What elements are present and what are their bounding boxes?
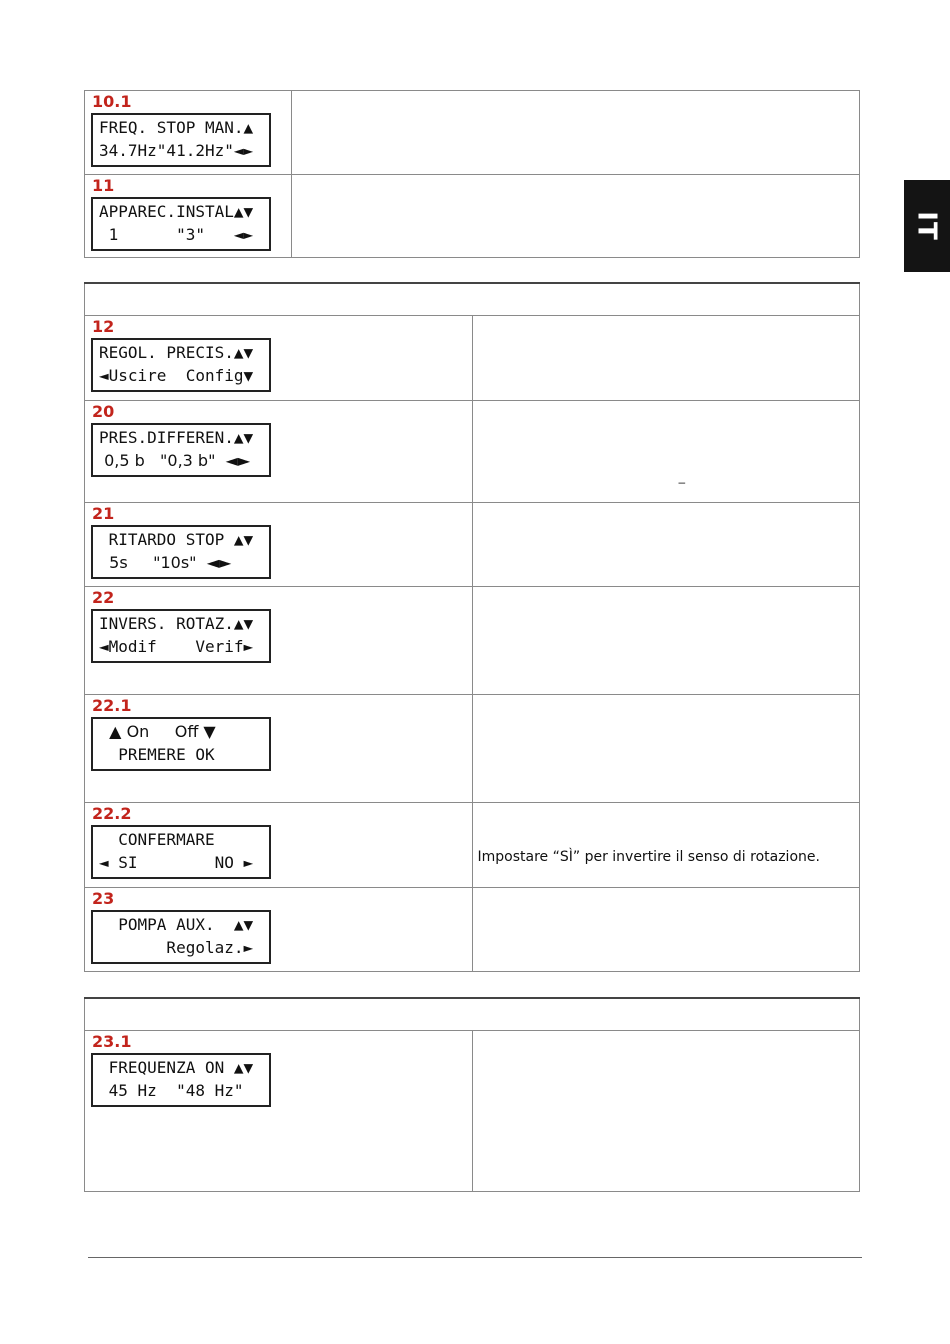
menu-code: 22.2 <box>92 804 132 823</box>
lcd-display <box>91 1053 271 1107</box>
lcd-line-2: 5s "10s" ◄► <box>99 553 232 572</box>
menu-code: 11 <box>92 176 115 195</box>
menu-row-23 <box>85 888 860 972</box>
menu-row-20 <box>85 401 860 503</box>
lcd-display <box>91 910 271 964</box>
lcd-display <box>91 338 271 392</box>
lcd-line-1: FREQUENZA ON ▲▼ <box>99 1058 254 1077</box>
menu-description <box>292 91 860 175</box>
menu-row-21 <box>85 503 860 587</box>
lcd-line-1: ▲ On Off ▼ <box>99 722 216 741</box>
menu-row-11 <box>85 175 860 258</box>
menu-table-1 <box>84 90 860 258</box>
lcd-line-1: RITARDO STOP ▲▼ <box>99 530 254 549</box>
menu-description <box>472 1031 860 1192</box>
menu-row-22-2 <box>85 803 860 888</box>
menu-code: 23 <box>92 889 115 908</box>
menu-row-22-1 <box>85 695 860 803</box>
lcd-display <box>91 609 271 663</box>
lcd-line-2: PREMERE OK <box>99 745 215 764</box>
section-header-row <box>85 283 860 316</box>
menu-table-3 <box>84 997 860 1192</box>
language-tab-it <box>904 180 950 272</box>
menu-code: 22.1 <box>92 696 132 715</box>
lcd-display <box>91 525 271 579</box>
lcd-line-1: POMPA AUX. ▲▼ <box>99 915 254 934</box>
lcd-line-1: CONFERMARE <box>99 830 215 849</box>
menu-row-23-1 <box>85 1031 860 1192</box>
lcd-display <box>91 717 271 771</box>
section-header <box>85 283 860 316</box>
lcd-line-1: APPAREC.INSTAL▲▼ <box>99 202 254 221</box>
menu-description <box>472 888 860 972</box>
section-header-row <box>85 998 860 1031</box>
menu-description <box>472 587 860 695</box>
lcd-display <box>91 113 271 167</box>
lcd-line-2: 45 Hz "48 Hz" <box>99 1081 244 1100</box>
menu-row-12 <box>85 316 860 401</box>
lcd-line-2: Regolaz.► <box>99 938 254 957</box>
lcd-line-1: FREQ. STOP MAN.▲ <box>99 118 254 137</box>
lcd-display <box>91 825 271 879</box>
lcd-line-2: 1 "3" ◄► <box>99 225 254 244</box>
lcd-line-2: ◄Modif Verif► <box>99 637 254 656</box>
menu-code: 10.1 <box>92 92 132 111</box>
menu-description <box>472 316 860 401</box>
lcd-display <box>91 197 271 251</box>
lcd-line-2: ◄Uscire Config▼ <box>99 366 254 385</box>
lcd-line-2: ◄ SI NO ► <box>99 853 254 872</box>
lcd-line-1: PRES.DIFFEREN.▲▼ <box>99 428 254 447</box>
lcd-line-1: REGOL. PRECIS.▲▼ <box>99 343 254 362</box>
menu-code: 21 <box>92 504 115 523</box>
lcd-line-2: 0,5 b "0,3 b" ◄► <box>99 451 251 470</box>
menu-description <box>472 401 860 503</box>
language-tab-label: IT <box>911 211 942 241</box>
menu-description <box>472 695 860 803</box>
lcd-display <box>91 423 271 477</box>
menu-table-2 <box>84 282 860 972</box>
menu-row-22 <box>85 587 860 695</box>
dash-mark: – <box>678 475 686 489</box>
menu-description <box>292 175 860 258</box>
lcd-line-2: 34.7Hz"41.2Hz"◄► <box>99 141 254 160</box>
menu-row-10-1 <box>85 91 860 175</box>
section-header <box>85 998 860 1031</box>
lcd-line-1: INVERS. ROTAZ.▲▼ <box>99 614 254 633</box>
menu-code: 22 <box>92 588 115 607</box>
menu-code: 12 <box>92 317 115 336</box>
menu-description <box>472 503 860 587</box>
menu-code: 20 <box>92 402 115 421</box>
menu-description: Impostare “SÌ” per invertire il senso di rotazione. <box>477 849 820 865</box>
footer-rule <box>88 1257 862 1258</box>
menu-code: 23.1 <box>92 1032 132 1051</box>
